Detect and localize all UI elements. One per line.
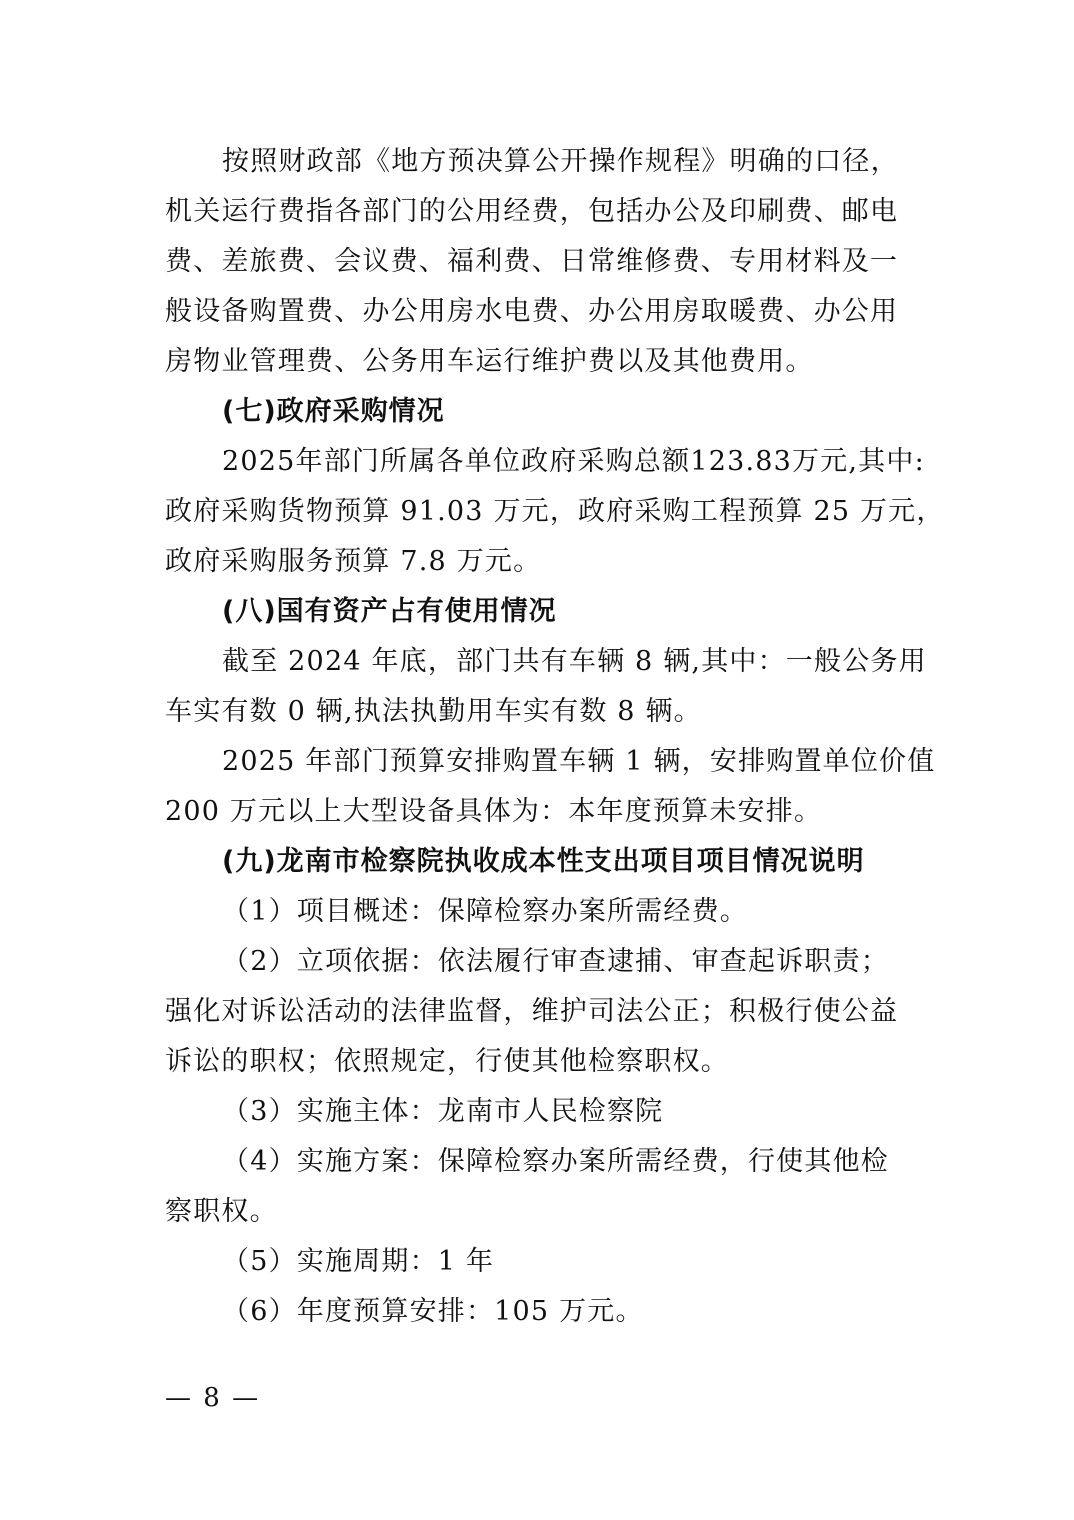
text-line: 200 万元以上大型设备具体为：本年度预算未安排。 — [165, 796, 823, 827]
text-line: 房物业管理费、公务用车运行维护费以及其他费用。 — [165, 346, 814, 377]
text-line: 2025年部门所属各单位政府采购总额123.83万元,其中: — [222, 446, 925, 477]
paragraph-project-plan — [165, 1137, 912, 1237]
text-line: 察职权。 — [165, 1196, 278, 1227]
text-line: （1）项目概述：保障检察办案所需经费。 — [222, 896, 748, 927]
paragraph-project-budget — [165, 1287, 912, 1337]
paragraph-project-overview — [165, 887, 912, 937]
text-line: （4）实施方案：保障检察办案所需经费，行使其他检 — [222, 1146, 889, 1177]
text-line: 截至 2024 年底，部门共有车辆 8 辆,其中：一般公务用 — [222, 646, 927, 677]
text-line: 政府采购货物预算 91.03 万元，政府采购工程预算 25 万元， — [165, 496, 945, 527]
text-line: 按照财政部《地方预决算公开操作规程》明确的口径， — [222, 146, 899, 177]
text-line: 车实有数 0 辆,执法执勤用车实有数 8 辆。 — [165, 696, 702, 727]
paragraph-operating-costs — [165, 137, 912, 387]
text-line: 机关运行费指各部门的公用经费，包括办公及印刷费、邮电 — [165, 196, 899, 227]
text-line: 强化对诉讼活动的法律监督，维护司法公正；积极行使公益 — [165, 996, 899, 1027]
text-line: 费、差旅费、会议费、福利费、日常维修费、专用材料及一 — [165, 246, 899, 277]
paragraph-project-subject — [165, 1087, 912, 1137]
paragraph-project-basis — [165, 937, 912, 1087]
paragraph-vehicle-purchase — [165, 737, 936, 837]
section-heading-project: (九)龙南市检察院执收成本性支出项目项目情况说明 — [222, 846, 865, 877]
paragraph-vehicles — [165, 637, 927, 737]
document-body — [165, 137, 945, 1337]
section-heading-procurement: (七)政府采购情况 — [222, 396, 445, 427]
text-line: 政府采购服务预算 7.8 万元。 — [165, 546, 542, 577]
text-line: 诉讼的职权；依照规定，行使其他检察职权。 — [165, 1046, 729, 1077]
text-line: （5）实施周期：1 年 — [222, 1246, 495, 1277]
text-line: （2）立项依据：依法履行审查逮捕、审查起诉职责； — [222, 946, 889, 977]
paragraph-procurement — [165, 437, 945, 587]
page-number: — 8 — — [165, 1383, 261, 1413]
section-heading-assets: (八)国有资产占有使用情况 — [222, 596, 557, 627]
paragraph-project-period — [165, 1237, 912, 1287]
text-line: （6）年度预算安排：105 万元。 — [222, 1296, 644, 1327]
text-line: 般设备购置费、办公用房水电费、办公用房取暖费、办公用 — [165, 296, 899, 327]
text-line: 2025 年部门预算安排购置车辆 1 辆，安排购置单位价值 — [222, 746, 936, 777]
text-line: （3）实施主体：龙南市人民检察院 — [222, 1096, 664, 1127]
